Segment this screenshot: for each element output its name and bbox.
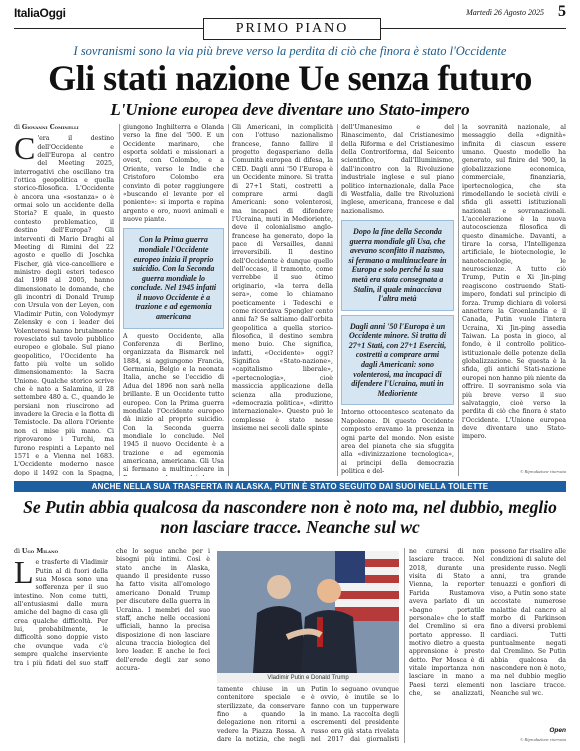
pull-quote-1: Con la Prima guerra mondiale l'Occidente europeo inizia il proprio suicidio. Con la Seconda guerra mondiale lo conclude. Nel 1945 infatti il nuovo Occidente è a trazione e ad egemonia americana (123, 228, 224, 328)
article1-col1-text: 'era il destino dell'Occidente e dell'Europa al centro del Meeting 2025, interrogativi che oscillano tra l'ottica geopolitica e quella storico-filosofica. L'Occidente è ancora una «sostanza» o è ormai solo un accidente della Storia? E quale, in questo contesto problematico, il destino dell'Europa? Gli interventi di Mario Draghi al Meeting di Rimini del 22 agosto e quello di Joschka Fischer, già vice-cancelliere e ministro degli esteri tedesco dal 1998 al 2005, hanno dimensionato le domande, che gli incontri di Donald Trump con Ursula von der Leyen, con Vladimir Putin, con Volodymyr Zelensky e con i leader dei Volenterosi hanno brutalmente rovesciato sul tavolo pubblico europeo e globale. Sul piano geopolitico, l'Occidente ha fatto più volte un solido dimensionamento: la Sacra Unione. Qualche storico scrive che è nato a Salamina, il 28 settembre 480 a. C., quando le persiani non riuscirono ad invadere la Grecia e la flotta di Temistocle. Da allora l'Oriente non ci mise più mano. Ci riprovarono i Turchi, ma furono respinti a Lepanto nel 1571 e a Vienna nel 1683. L'Occidente moderno nasce dopo il 1492 con la Spagna, (14, 135, 114, 476)
article1-col4b-text: Intorno ottocentesco scatenato da Napoleone. Di questo Occidente composto eravamo la presenza in ogni parte del mondo. Non esiste area del pianeta che sia sfuggita alla «divinizzazione tecnologica», ai principi della democrazia politica e del- (341, 409, 454, 475)
article1-col1 (14, 124, 114, 476)
column-rule (337, 124, 338, 476)
article1-col2b-text: A questo Occidente, alla Conferenza di Berlino, organizzata da Bismarck nel 1884, si aggiungono Francia, Germania, Belgio e la neonata Italia, anche se l'eccidio di Adua del 1896 non sarà nella brillante. È un Occidente tutto europeo. Con la Prima guerra mondiale l'Occidente europeo dà inizio al proprio suicidio. Con la Seconda guerra mondiale lo conclude. Nel 1945 il nuovo Occidente è a trazione e ad egemonia americana, americana. Gli Usa si fermano a multinucleare in (123, 332, 224, 474)
article2-col3-text: Putin lo seguano ovunque è ovvio, è inutile se lo fanno con un tupperware in mano. La raccolta degli escrementi del presidente russo era già stata rivelata nel 2017 dai giornalisti (311, 686, 399, 744)
photo-caption: Vladimir Putin e Donald Trump (217, 673, 399, 683)
subheadline: L'Unione europea deve diventare uno Stato-impero (110, 100, 470, 119)
photo-illustration (217, 551, 399, 673)
kicker: I sovranismi sono la via più breve verso la perdita di ciò che finora è stato l'Occidente (73, 44, 507, 58)
pull-quote-2: Dopo la fine della Seconda guerra mondiale gli Usa, che avevano sconfitto il nazismo, si fermano a multinucleare in Europa e solo perché la sua metà era stata consegnata a Stalin, il quale minacciava l'altra metà (341, 220, 454, 311)
article2-col1-text: e trasferte di Vladimir Putin al di fuori della sua Mosca sono una sofferenza per il suo intestino. Non come tutti, all'entusiasmi dalle mura amiche del bagno di casa gli crea qualche difficoltà. Per lui, probabilmente, le difficoltà sono doppie visto che ovunque vada c'è sempre qualche inserviente tra i più fidati del suo staff che lo segue anche per i bisogni più intimi. Così è stato anche in Alaska, quando il presidente russo ha fatto visita all'omologo americano Donald Trump per discutere della guerra in Ucraina. I membri del suo staff, anche nelle occasioni ufficiali, hanno la precisa disposizione di non lasciare alcuna traccia biologica del loro leader. E anche le feci dell'erede degli zar sono accura- (14, 548, 210, 673)
article2-credit: © Riproduzione riservata (520, 737, 566, 742)
pull-quote-3: Dagli anni '50 l'Europa è un Occidente minore. Si tratta di 27+1 Stati, con 27+1 Eserciti, costretti a comprare armi dagli Americani: sono volenterosi, ma incapaci di difendere l'Ucraina, muti in Medioriente (341, 315, 454, 406)
column-rule (458, 124, 459, 476)
photo-putin-trump (217, 551, 399, 673)
dropcap: C (14, 130, 36, 167)
section-title: PRIMO PIANO (203, 18, 381, 40)
dropcap: L (14, 554, 34, 591)
article2-col4 (409, 548, 566, 724)
article1-col3-text: Gli Americani, in complicità con l'ottuso nazionalismo francese, fanno fallire il progetto degasperiano della Comunità europea di difesa, la CED. Dagli anni '50 l'Europa è un Occidente minore. Si tratta di 27+1 Stati, costretti a comprare armi dagli Americani: sono volenterosi, ma incapaci di difendere l'Ucraina, muti in Medioriente, deve il colonialismo anglo-francese ha generato, dopo la pace di Versailles, danni irreversibili. Il destino dell'Occidente è dunque quello dell'occaso, il tramonto, come verrebbe il suo ètimo originario, «la terra della sera», come lo chiamano poeticamente i Tedeschi e come ricordava Spengler cento anni fa? Se saltiamo dall'orbita geopolitica a quella storico-filosofica, il destino sembra meno buio. Che significa, infatti, «Occidente» oggi? Significa «Stato-nazione», «capitalismo liberale», «pertecnologia», cioè massiccia applicazione della scienza alla produzione, «democrazia politica», «diritto internazionale». Questo può le complesse è stato nesse insieme nei secoli dalle spinte (232, 124, 333, 432)
column-rule (404, 548, 405, 743)
article1-col4 (341, 124, 454, 476)
page-number: 5 (558, 3, 566, 20)
byline-prefix: di (14, 548, 20, 555)
article1-col2 (123, 124, 224, 476)
article1-col5-text: la sovranità nazionale, al messaggio della «dignità» infinita di ciascun essere umano. Questo modello ha generato, sul finire del '900, la globalizzazione economica, commerciale, finanziaria, ipertecnologica, che sta rimodellando le società civili e sfida gli assetti istituzionali nazionali e sovranazionali. L'accelerazione è la nuova autocoscienza filosofica di questo dinamiche. Davanti, a tirare la corsa, l'Intelligenza artificiale, le biotecnologie, le nanotecnologie, le neuroscienze. A tutto ciò Trump, Putin e Xi Jin-ping reagiscono costruendo Stati-impero, fondati sul principio di forza. Trump dichiara di volersi annettere la Groenlandia e il Canada, Putin vuole l'intera Ucraina, Xi Jin-ping assedia Taiwan. La posta in gioco, al fondo, è il controllo politico-istituzionale delle potenze della globalizzazione. Se questa è la sfida, gli antichi Stati-nazione europei non hanno più niente da offrire. Il sovranismo sola via più breve verso il suo salvataggio, cioè verso la perdita di ciò che finora è stato l'Occidente. L'Unione europea deve diventare uno Stato-impero. (462, 124, 566, 441)
headline: Gli stati nazione Ue senza futuro (48, 58, 532, 98)
end-label: Open (549, 727, 566, 734)
article2-byline (14, 548, 108, 556)
article2-col4-text: ne curarsi di non lasciare tracce. Nel 2018, durante una visita di Stato a Vienna, la reporter Farida Rustamova aveva parlato di un «bagno portatile personale» che lo staff del Cremlino si era portato appresso. Il motivo dietro a questa apprensione è presto detto. Per Mosca è di vitale importanza non lasciare in mano a Paesi terzi elementi che, se analizzati, possono far risalire alle condizioni di salute del presidente russo. Negli anni, tra grande tenuazzi e gonfiori di viso, a Putin sono state accostate numerose malattie dal cancro al morbo di Parkinson fino a diversi problemi cardiaci. Tutti puntualmente negati dal Cremlino. Se Putin abbia qualcosa da nascondere non è noto, ma nel dubbio meglio non lasciare tracce. Neanche sul wc. (409, 548, 566, 698)
article1-col2-text: giungono Inghilterra e Olanda verso la fine del '500. E un Occidente marinaro, che esporta soldati e missionari a ovest, con Colombo, e a Oriente, verso le Indie che Cristoforo Colombo era convinto di poter raggiungere «buscando el levante por el poniente»: si importa e rapina argento e oro, nuovi animali e nuove piante. (123, 124, 224, 223)
article1-byline (14, 124, 114, 132)
masthead-logo: ItaliaOggi (14, 6, 66, 20)
article2-col2 (217, 686, 305, 744)
headline-2: Se Putin abbia qualcosa da nascondere non è noto ma, nel dubbio, meglio non lasciare tracce. Neanche sul wc (23, 497, 557, 538)
article2-col2-text: tamente chiuse in un contenitore speciale e sterilizzate, da conservare fino a quando la delegazione non ritorni a vedere la Piazza Rossa. A dare la notizia, che negli (217, 686, 305, 744)
article1-credit: © Riproduzione riservata (520, 469, 566, 474)
article2-col1 (14, 548, 210, 743)
column-rule (228, 124, 229, 476)
byline-prefix: di (14, 124, 20, 131)
article1-col3 (232, 124, 333, 476)
masthead-date: Martedì 26 Agosto 2025 (466, 8, 544, 17)
article1-col4-text: dell'Umanesimo e del Rinascimento, dal Cristianesimo della Riforma e del Cristianesimo della Controriforma, dal Seicento scientifico, dall'Illuminismo, dall'incontro con la Rivoluzione industriale inglese e sul piano politico internazionale, dalla Pace di Westfalia, dalle tre Rivoluzioni inglese, americana, francese e dal nazionalismo. (341, 124, 454, 215)
column-rule (119, 124, 120, 476)
article2-col3 (311, 686, 399, 744)
section-banner: ANCHE NELLA SUA TRASFERTA IN ALASKA, PUTIN È STATO SEGUITO DAI SUOI NELLA TOILETTE (14, 481, 566, 492)
byline-author: Ugo Milano (21, 548, 59, 555)
byline-author: Giovanni Cominelli (21, 124, 79, 131)
article1-col5 (462, 124, 566, 468)
